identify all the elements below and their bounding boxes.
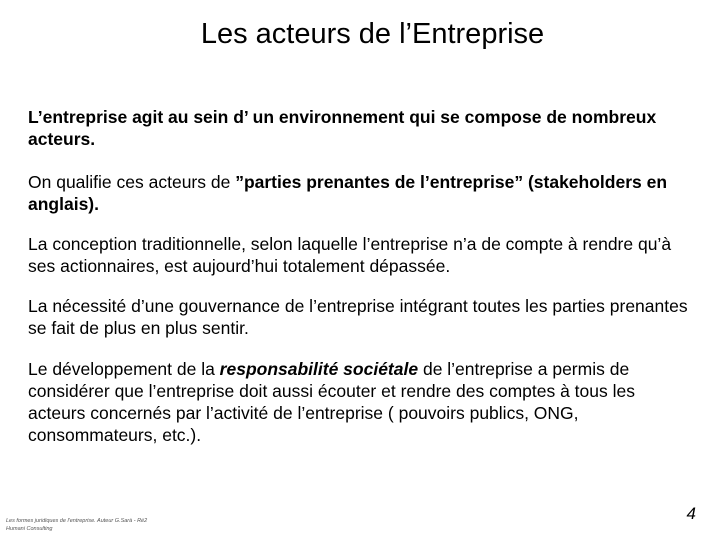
page-number: 4 <box>686 504 696 523</box>
paragraph-csr-rest: de l’entreprise a permis de considérer que l’entreprise doit aussi écouter et rendre des comptes à tous les acteurs concernés par l’activité de l’entreprise ( pouvoirs publics, ONG, consommateurs, etc.). <box>28 359 635 445</box>
paragraph-environment: L’entreprise agit au sein d’ un environnement qui se compose de nombreux acteurs. <box>28 107 657 149</box>
paragraph-stakeholders <box>28 171 688 215</box>
slide-footer: Les formes juridiques de l'entreprise. Auteur G.Sarà - Ré2 Humani Consulting <box>6 518 148 532</box>
paragraph-stakeholders-term: ”parties prenantes de l’entreprise” (stakeholders en anglais). <box>28 172 668 214</box>
paragraph-csr-intro: Le développement de la <box>28 359 220 379</box>
paragraph-governance: La nécessité d’une gouvernance de l’entreprise intégrant toutes les parties prenantes se fait de plus en plus sentir. <box>28 296 688 338</box>
paragraph-traditional-view: La conception traditionnelle, selon laquelle l’entreprise n’a de compte à rendre qu’à ses actionnaires, est aujourd’hui totalement dépassée. <box>28 234 672 276</box>
slide-title: Les acteurs de l’Entreprise <box>200 18 545 50</box>
paragraph-stakeholders-intro: On qualifie ces acteurs de <box>28 172 236 192</box>
paragraph-csr-term: responsabilité sociétale <box>219 359 419 379</box>
paragraph-social-responsibility <box>28 358 688 446</box>
